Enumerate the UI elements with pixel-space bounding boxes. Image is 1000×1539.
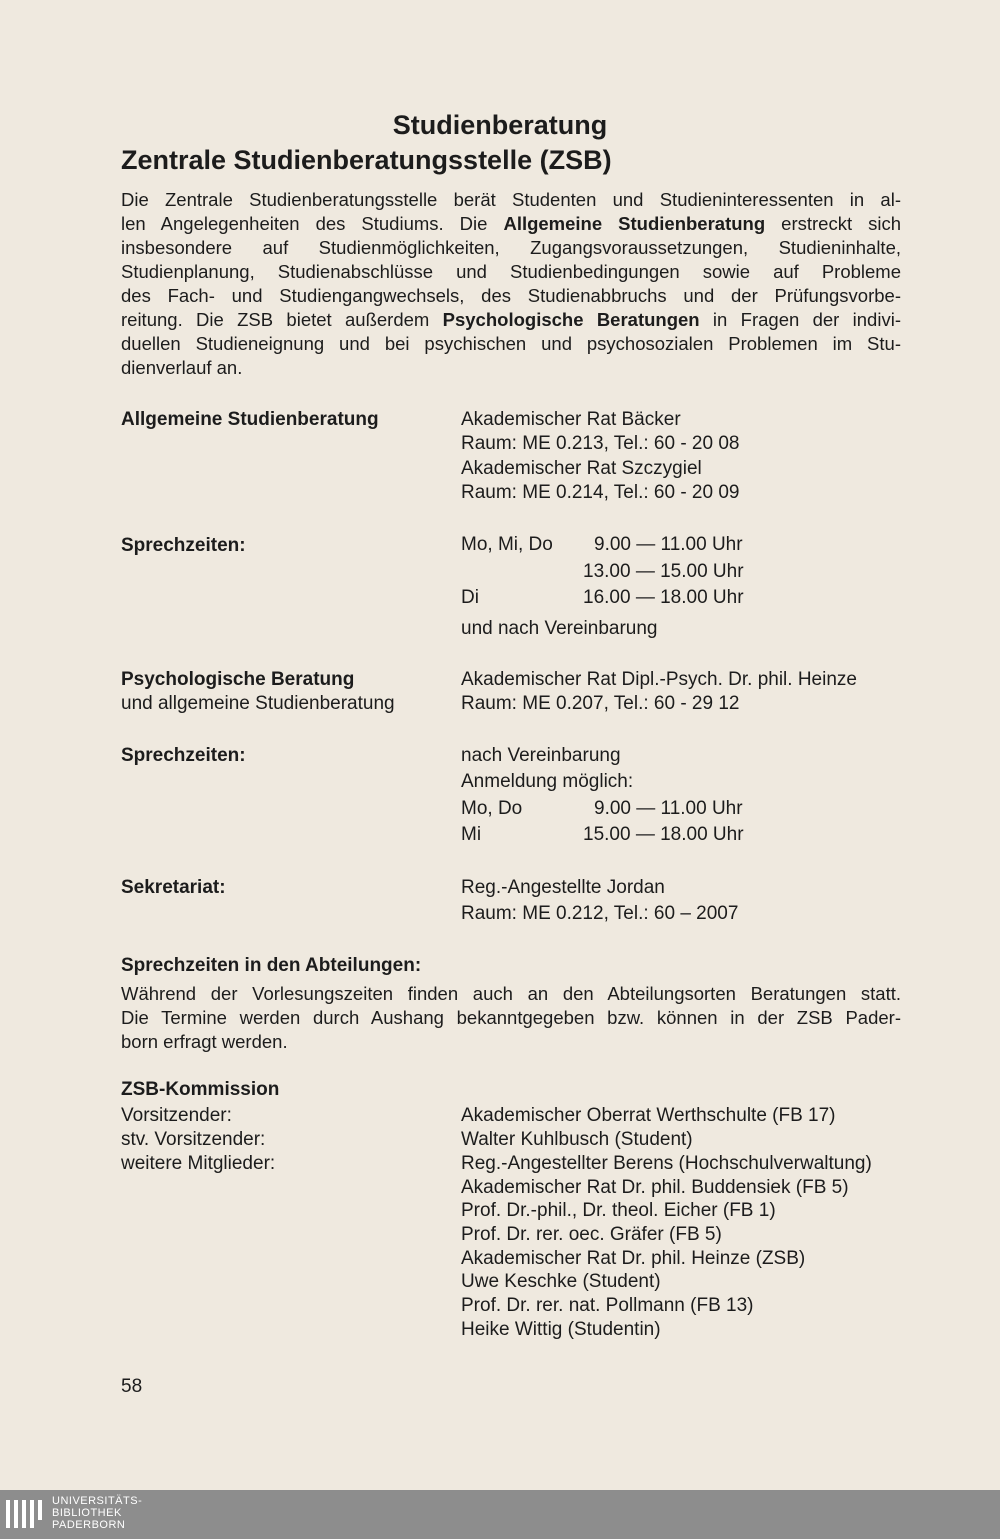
allgemeine-line: Akademischer Rat Szczygiel bbox=[461, 458, 702, 479]
sekretariat-line: Raum: ME 0.212, Tel.: 60 – 2007 bbox=[461, 903, 739, 924]
schedule-day: Mo, Do bbox=[461, 798, 523, 819]
intro-line: Studienplanung, Studienabschlüsse und Studienbedingungen sowie auf Probleme bbox=[121, 261, 901, 282]
kommission-member: Akademischer Rat Dr. phil. Buddensiek (FB 5) bbox=[461, 1177, 849, 1198]
intro-paragraph bbox=[121, 188, 901, 380]
kommission-heading: ZSB-Kommission bbox=[121, 1079, 280, 1100]
sprechzeiten1-label: Sprechzeiten: bbox=[121, 535, 246, 556]
schedule-time: 13.00 — 15.00 Uhr bbox=[583, 561, 744, 582]
library-logo-icon bbox=[6, 1500, 42, 1530]
library-footer bbox=[0, 1490, 1000, 1539]
schedule-time: 9.00 — 11.00 Uhr bbox=[594, 798, 743, 819]
schedule-day: Mi bbox=[461, 824, 482, 845]
intro-line: len Angelegenheiten des Studiums. Die Allgemeine Studienberatung erstreckt sich bbox=[121, 213, 901, 234]
kommission-member: Walter Kuhlbusch (Student) bbox=[461, 1129, 693, 1150]
kommission-label: Vorsitzender: bbox=[121, 1105, 232, 1126]
library-logo-text: UNIVERSITÄTS- BIBLIOTHEK PADERBORN bbox=[52, 1495, 143, 1531]
sprechzeiten2-line: Anmeldung möglich: bbox=[461, 771, 634, 792]
allgemeine-line: Raum: ME 0.214, Tel.: 60 - 20 09 bbox=[461, 482, 740, 503]
psych-label: Psychologische Beratung bbox=[121, 669, 355, 690]
intro-line: duellen Studieneignung und bei psychischen und psychosozialen Problemen im Stu- bbox=[121, 333, 901, 354]
abteilungen-paragraph bbox=[121, 982, 901, 1054]
intro-line: dienverlauf an. bbox=[121, 357, 243, 378]
schedule-time: 16.00 — 18.00 Uhr bbox=[583, 587, 744, 608]
sekretariat-label: Sekretariat: bbox=[121, 877, 226, 898]
intro-line: reitung. Die ZSB bietet außerdem Psychologische Beratungen in Fragen der indivi- bbox=[121, 309, 901, 330]
schedule-note: und nach Vereinbarung bbox=[461, 618, 658, 639]
abteilungen-line: Die Termine werden durch Aushang bekanntgegeben bzw. können in der ZSB Pader- bbox=[121, 1007, 901, 1028]
page-title: Studienberatung bbox=[392, 110, 608, 140]
intro-line: des Fach- und Studiengangwechsels, des Studienabbruchs und der Prüfungsvorbe- bbox=[121, 285, 901, 306]
allgemeine-line: Raum: ME 0.213, Tel.: 60 - 20 08 bbox=[461, 433, 740, 454]
kommission-member: Prof. Dr.-phil., Dr. theol. Eicher (FB 1) bbox=[461, 1200, 776, 1221]
intro-line: insbesondere auf Studienmöglichkeiten, Zugangsvoraussetzungen, Studieninhalte, bbox=[121, 237, 901, 258]
kommission-member: Akademischer Rat Dr. phil. Heinze (ZSB) bbox=[461, 1248, 806, 1269]
abteilungen-line: Während der Vorlesungszeiten finden auch an den Abteilungsorten Beratungen statt. bbox=[121, 983, 901, 1004]
sprechzeiten2-line: nach Vereinbarung bbox=[461, 745, 621, 766]
abteilungen-line: born erfragt werden. bbox=[121, 1031, 288, 1052]
page-subtitle: Zentrale Studienberatungsstelle (ZSB) bbox=[121, 145, 612, 175]
allgemeine-line: Akademischer Rat Bäcker bbox=[461, 409, 681, 430]
kommission-member: Akademischer Oberrat Werthschulte (FB 17) bbox=[461, 1105, 836, 1126]
sekretariat-line: Reg.-Angestellte Jordan bbox=[461, 877, 665, 898]
intro-line: Die Zentrale Studienberatungsstelle berät Studenten und Studieninteressenten in al- bbox=[121, 189, 901, 210]
page-number: 58 bbox=[121, 1376, 143, 1397]
schedule-time: 15.00 — 18.00 Uhr bbox=[583, 824, 744, 845]
psych-line: Raum: ME 0.207, Tel.: 60 - 29 12 bbox=[461, 693, 740, 714]
psych-line: Akademischer Rat Dipl.-Psych. Dr. phil. Heinze bbox=[461, 669, 857, 690]
kommission-label: weitere Mitglieder: bbox=[121, 1153, 276, 1174]
kommission-member: Heike Wittig (Studentin) bbox=[461, 1319, 661, 1340]
kommission-member: Prof. Dr. rer. nat. Pollmann (FB 13) bbox=[461, 1295, 754, 1316]
schedule-day: Di bbox=[461, 587, 479, 608]
kommission-member: Uwe Keschke (Student) bbox=[461, 1271, 661, 1292]
kommission-member: Prof. Dr. rer. oec. Gräfer (FB 5) bbox=[461, 1224, 722, 1245]
schedule-time: 9.00 — 11.00 Uhr bbox=[594, 534, 743, 555]
schedule-day: Mo, Mi, Do bbox=[461, 534, 553, 555]
kommission-member: Reg.-Angestellter Berens (Hochschulverwaltung) bbox=[461, 1153, 872, 1174]
abteilungen-heading: Sprechzeiten in den Abteilungen: bbox=[121, 955, 422, 976]
allgemeine-label: Allgemeine Studienberatung bbox=[121, 409, 379, 430]
kommission-label: stv. Vorsitzender: bbox=[121, 1129, 266, 1150]
psych-label2: und allgemeine Studienberatung bbox=[121, 693, 395, 714]
sprechzeiten2-label: Sprechzeiten: bbox=[121, 745, 246, 766]
